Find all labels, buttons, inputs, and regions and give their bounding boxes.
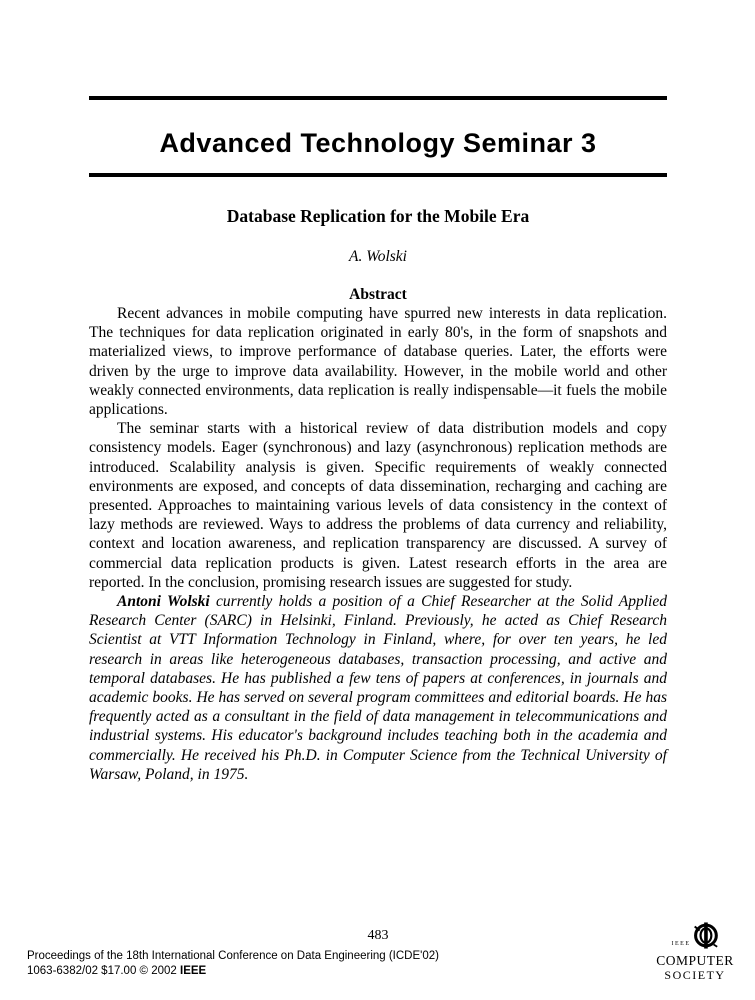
copyright-line <box>27 964 439 979</box>
abstract-paragraph-2: The seminar starts with a historical review of data distribution models and copy consistency models. Eager (synchronous) and lazy (asynchronous) replication methods are introduced. Scalability analysis is given. Specific requirements of weakly connected environments are exposed, and concepts of data dissemination, recharging and caching are presented. Approaches to maintaining various levels of data consistency in the context of lazy methods are reviewed. Ways to address the problems of data currency and reliability, context and location awareness, and replication transparency are discussed. A survey of commercial data replication products is given. Latest research efforts in the area are reported. In the conclusion, promising research issues are suggested for study. <box>89 420 667 591</box>
ieee-label: IEEE <box>180 965 207 977</box>
logo-ieee-text: IEEE <box>671 941 691 947</box>
page-number: 483 <box>367 928 389 943</box>
abstract-paragraph-1: Recent advances in mobile computing have spurred new interests in data replication. The techniques for data replication originated in early 80's, in the form of snapshots and materialized views, to improve performance of database queries. Later, the efforts were driven by the urge to improve data availability. However, in the mobile world and other weakly connected environments, data replication is really indispensable—it fuels the mobile applications. <box>89 305 667 419</box>
top-rule <box>89 96 667 100</box>
abstract-heading: Abstract <box>349 286 407 303</box>
footer-credits <box>27 949 439 979</box>
bio-text: currently holds a position of a Chief Researcher at the Solid Applied Research Center (SARC) in Helsinki, Finland. Previously, he acted as Chief Research Scientist at VTT Information Technology in Finland, where, for over ten years, he led research in areas like heterogeneous databases, transaction processing, and active and temporal databases. He has published a few tens of papers at conferences, in journals and academic books. He has served on several program committees and editorial boards. He has frequently acted as a consultant in the field of data management in telecommunications and industrial systems. His educator's background includes teaching both in the academia and commercially. He received his Ph.D. in Computer Science from the Technical University of Warsaw, Poland, in 1975. <box>89 593 667 783</box>
page-content <box>89 0 667 784</box>
phi-emblem-icon <box>692 922 719 953</box>
logo-society-text: SOCIETY <box>664 967 726 982</box>
copyright-text: 1063-6382/02 $17.00 © 2002 <box>27 965 180 977</box>
author-name: A. Wolski <box>349 248 407 265</box>
logo-computer-text: COMPUTER <box>656 953 734 968</box>
logo-emblem-row <box>645 922 745 953</box>
bio-author-name: Antoni Wolski <box>117 593 210 611</box>
header-bottom-rule <box>89 173 667 177</box>
seminar-title: Advanced Technology Seminar 3 <box>159 128 597 158</box>
proceedings-line: Proceedings of the 18th International Conference on Data Engineering (ICDE'02) <box>27 950 439 962</box>
ieee-computer-society-logo <box>645 922 745 981</box>
author-bio <box>89 592 667 784</box>
paper-title: Database Replication for the Mobile Era <box>226 206 530 226</box>
